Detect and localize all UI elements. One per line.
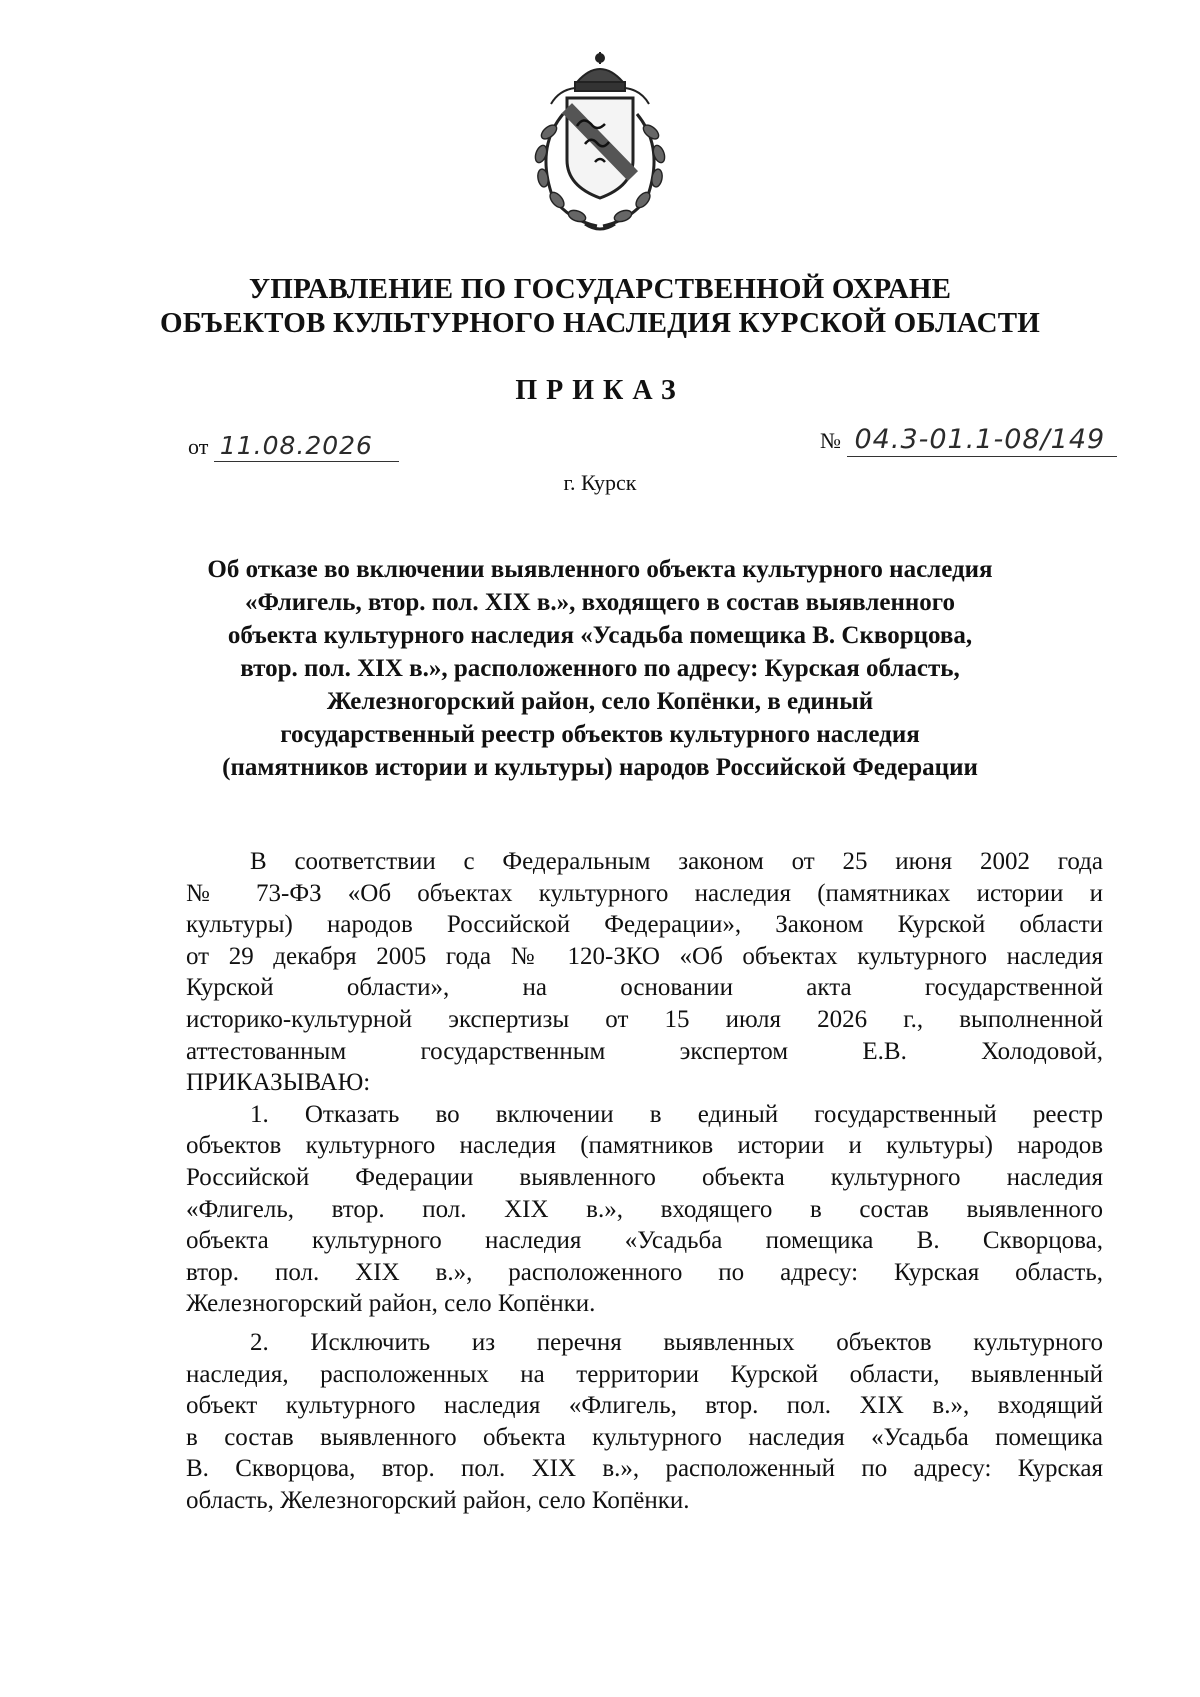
coat-of-arms-emblem	[519, 48, 681, 238]
body-line: культуры) народов Российской Федерации», Законом Курской области	[186, 911, 1103, 939]
body-line: 1. Отказать во включении в единый государственный реестр	[250, 1100, 1103, 1128]
body-line: объекта культурного наследия «Усадьба помещика В. Скворцова,	[186, 1227, 1103, 1255]
handwritten-number: 04.3-01.1-08/149	[847, 424, 1118, 457]
body-line: объект культурного наследия «Флигель, втор. пол. XIX в.», входящий	[186, 1392, 1103, 1420]
title-line: объекта культурного наследия «Усадьба помещика В. Скворцова,	[227, 622, 973, 649]
number-prefix: №	[820, 428, 841, 453]
body-line: В. Скворцова, втор. пол. XIX в.», расположенный по адресу: Курская	[186, 1455, 1103, 1483]
body-line: втор. пол. XIX в.», расположенного по адресу: Курская область,	[186, 1258, 1103, 1286]
body-line: Российской Федерации выявленного объекта культурного наследия	[186, 1163, 1103, 1191]
body-line: наследия, расположенных на территории Курской области, выявленный	[186, 1360, 1103, 1388]
preamble-paragraph	[186, 846, 1103, 1099]
issuing-authority-line-2: ОБЪЕКТОВ КУЛЬТУРНОГО НАСЛЕДИЯ КУРСКОЙ ОБЛАСТИ	[159, 307, 1041, 339]
body-line: аттестованным государственным экспертом Е.В. Холодовой,	[186, 1037, 1103, 1065]
document-type-heading: ПРИКАЗ	[515, 375, 685, 406]
coat-of-arms-icon	[519, 48, 681, 238]
body-line: Курской области», на основании акта государственной	[186, 974, 1103, 1002]
body-line: № 73-ФЗ «Об объектах культурного наследия (памятниках истории и	[186, 879, 1103, 907]
date-prefix: от	[188, 434, 209, 459]
title-line: «Флигель, втор. пол. XIX в.», входящего в состав выявленного	[244, 589, 956, 616]
order-item-1	[186, 1099, 1103, 1320]
title-line: Об отказе во включении выявленного объекта культурного наследия	[207, 556, 993, 583]
body-line: историко-культурной экспертизы от 15 июля 2026 г., выполненной	[186, 1005, 1103, 1033]
body-line: в состав выявленного объекта культурного наследия «Усадьба помещика	[186, 1423, 1103, 1451]
body-line: от 29 декабря 2005 года № 120-ЗКО «Об объектах культурного наследия	[186, 942, 1103, 970]
handwritten-date: 11.08.2026	[214, 431, 399, 462]
order-item-2	[186, 1327, 1103, 1517]
document-title	[0, 553, 1200, 784]
order-date	[188, 431, 399, 462]
title-line: государственный реестр объектов культурного наследия	[280, 721, 920, 748]
issuing-authority-line-1: УПРАВЛЕНИЕ ПО ГОСУДАРСТВЕННОЙ ОХРАНЕ	[248, 273, 952, 305]
order-number	[820, 424, 1117, 457]
body-line: В соответствии с Федеральным законом от 25 июня 2002 года	[250, 848, 1103, 875]
document-body	[186, 846, 1103, 1516]
title-line: Железногорский район, село Копёнки, в единый	[326, 688, 874, 715]
order-directive: ПРИКАЗЫВАЮ:	[186, 1069, 371, 1097]
body-line: объектов культурного наследия (памятников истории и культуры) народов	[186, 1132, 1103, 1160]
title-line: (памятников истории и культуры) народов Российской Федерации	[222, 754, 978, 781]
place-of-issue: г. Курск	[563, 470, 637, 495]
body-line: область, Железногорский район, село Копёнки.	[186, 1486, 690, 1514]
body-line: Железногорский район, село Копёнки.	[186, 1290, 596, 1318]
title-line: втор. пол. XIX в.», расположенного по адресу: Курская область,	[240, 655, 960, 682]
body-line: 2. Исключить из перечня выявленных объектов культурного	[250, 1328, 1103, 1356]
body-line: «Флигель, втор. пол. XIX в.», входящего в состав выявленного	[186, 1195, 1103, 1223]
